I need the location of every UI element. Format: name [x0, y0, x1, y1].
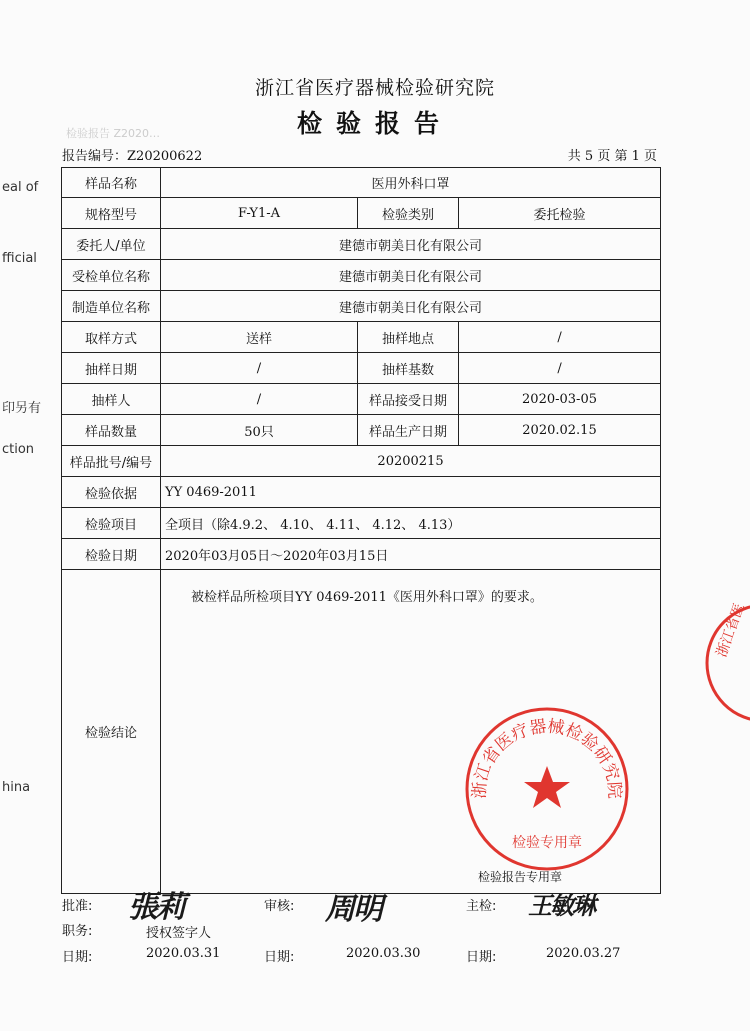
table-row: [62, 508, 661, 539]
reviewer-label: 审核:: [264, 899, 295, 914]
seal-arc-text: 浙江省医疗器械检验研究院: [469, 716, 625, 800]
review-date: 2020.03.30: [346, 946, 421, 961]
position-label: 职务:: [62, 924, 93, 939]
field-value: YY 0469-2011: [161, 477, 661, 508]
field-label: 委托人/单位: [62, 229, 161, 260]
bleed-text-1: eal of: [2, 180, 39, 195]
table-row: [62, 322, 661, 353]
bleed-text-2: fficial: [2, 251, 37, 266]
field-label: 样品数量: [62, 415, 161, 446]
field-value: 建德市朝美日化有限公司: [161, 229, 661, 260]
table-row: [62, 291, 661, 322]
partial-seal: [695, 598, 750, 728]
bleed-text-3: 印另有: [2, 401, 42, 416]
field-value: 委托检验: [459, 198, 661, 229]
field-label: 取样方式: [62, 322, 161, 353]
table-row: [62, 168, 661, 198]
table-row: [62, 198, 661, 229]
date-label-1: 日期:: [62, 950, 93, 965]
inspection-seal: [462, 704, 632, 874]
table-row: [62, 446, 661, 477]
field-value: /: [161, 353, 358, 384]
field-value: /: [459, 322, 661, 353]
inspect-date: 2020.03.27: [546, 946, 621, 961]
bleed-text-4: ction: [2, 442, 35, 457]
field-value: 建德市朝美日化有限公司: [161, 291, 661, 322]
table-row: [62, 415, 661, 446]
inspector-label: 主检:: [466, 899, 497, 914]
report-number: [62, 145, 202, 164]
partial-seal-text: 浙江省医: [713, 601, 748, 660]
field-value: 50只: [161, 415, 358, 446]
approve-date: 2020.03.31: [146, 946, 221, 961]
table-row: [62, 260, 661, 291]
table-row: [62, 477, 661, 508]
seal-star-icon: [524, 766, 570, 808]
field-value: 2020-03-05: [459, 384, 661, 415]
table-row: [62, 353, 661, 384]
field-value: 全项目（除4.9.2、 4.10、 4.11、 4.12、 4.13）: [161, 508, 661, 539]
position-value: 授权签字人: [146, 926, 212, 941]
field-label: 抽样日期: [62, 353, 161, 384]
field-label: 受检单位名称: [62, 260, 161, 291]
table-row: [62, 539, 661, 570]
field-label: 检验依据: [62, 477, 161, 508]
seal-purpose: 检验专用章: [512, 835, 582, 851]
field-value: 2020年03月05日～2020年03月15日: [161, 539, 661, 570]
inspector-signature: 王敏琳: [528, 891, 594, 920]
field-label: 抽样基数: [358, 353, 459, 384]
field-label: 制造单位名称: [62, 291, 161, 322]
field-label: 样品接受日期: [358, 384, 459, 415]
date-label-3: 日期:: [466, 950, 497, 965]
field-value: 医用外科口罩: [161, 168, 661, 198]
table-row: [62, 384, 661, 415]
field-label: 样品批号/编号: [62, 446, 161, 477]
field-label: 抽样人: [62, 384, 161, 415]
field-label: 样品名称: [62, 168, 161, 198]
field-value: F-Y1-A: [161, 198, 358, 229]
approver-label: 批准:: [62, 899, 93, 914]
report-number-label: 报告编号：: [62, 149, 128, 164]
field-value: 20200215: [161, 446, 661, 477]
field-label: 检验类别: [358, 198, 459, 229]
table-row: [62, 229, 661, 260]
field-value: /: [459, 353, 661, 384]
field-label: 规格型号: [62, 198, 161, 229]
field-label: 检验项目: [62, 508, 161, 539]
reviewer-signature: 周明: [325, 892, 381, 927]
field-label: 样品生产日期: [358, 415, 459, 446]
conclusion-text: 被检样品所检项目YY 0469-2011《医用外科口罩》的要求。: [161, 570, 661, 894]
bleed-report-number: 检验报告 Z2020…: [66, 127, 161, 140]
page-indicator: 共 5 页 第 1 页: [567, 149, 657, 164]
report-number-value: Z20200622: [127, 149, 203, 164]
field-value: 建德市朝美日化有限公司: [161, 260, 661, 291]
field-value: /: [161, 384, 358, 415]
field-value: 送样: [161, 322, 358, 353]
report-title: 检验报告: [296, 109, 453, 138]
seal-caption: 检验报告专用章: [478, 870, 563, 884]
field-label: 抽样地点: [358, 322, 459, 353]
date-label-2: 日期:: [264, 950, 295, 965]
approver-signature: 張莉: [128, 890, 184, 925]
institution-name: 浙江省医疗器械检验研究院: [254, 77, 495, 99]
field-label: 检验日期: [62, 539, 161, 570]
bleed-text-5: hina: [2, 780, 31, 795]
field-value: 2020.02.15: [459, 415, 661, 446]
conclusion-label: 检验结论: [62, 570, 161, 894]
